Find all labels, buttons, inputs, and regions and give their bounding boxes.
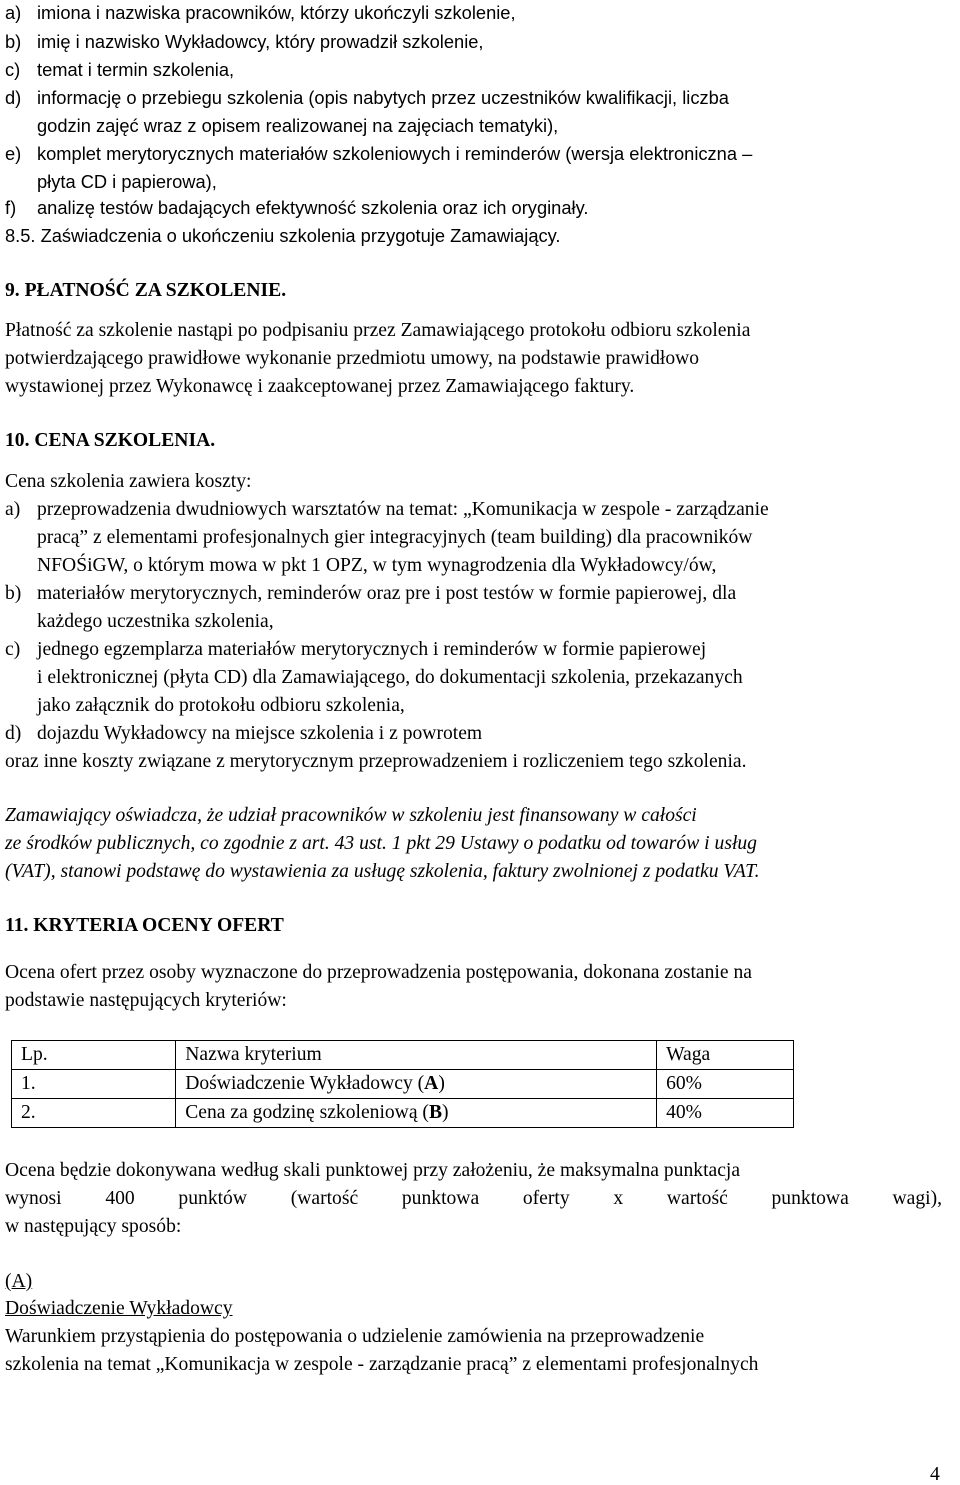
list-label: d) — [5, 87, 22, 108]
word: wartość — [666, 1188, 728, 1209]
paragraph-line: Cena szkolenia zawiera koszty: — [5, 471, 252, 492]
list-item: dojazdu Wykładowcy na miejsce szkolenia i z powrotem — [37, 723, 483, 744]
section-heading: 9. PŁATNOŚĆ ZA SZKOLENIE. — [5, 280, 287, 301]
list-label: e) — [5, 143, 22, 164]
list-item: imiona i nazwiska pracowników, którzy ukończyli szkolenie, — [37, 2, 516, 23]
page-number: 4 — [930, 1464, 940, 1485]
criterion-code: B — [428, 1102, 443, 1124]
paragraph-line: Ocena ofert przez osoby wyznaczone do przeprowadzenia postępowania, dokonana zostanie na — [5, 962, 752, 983]
paragraph-line: w następujący sposób: — [5, 1216, 182, 1237]
list-label: a) — [5, 2, 22, 23]
table-header-row — [12, 1041, 794, 1070]
list-item: temat i termin szkolenia, — [37, 59, 235, 80]
list-item-continuation: NFOŚiGW, o którym mowa w pkt 1 OPZ, w tym wynagrodzenia dla Wykładowcy/ów, — [37, 555, 717, 576]
table-header-cell: Waga — [657, 1041, 794, 1070]
word: (wartość — [290, 1188, 359, 1209]
list-label: b) — [5, 31, 22, 52]
list-item-continuation: pracą” z elementami profesjonalnych gier integracyjnych (team building) dla pracowników — [37, 527, 753, 548]
list-label: c) — [5, 639, 21, 660]
list-item: informację o przebiegu szkolenia (opis nabytych przez uczestników kwalifikacji, liczba — [37, 87, 729, 108]
list-item: przeprowadzenia dwudniowych warsztatów na temat: „Komunikacja w zespole - zarządzanie — [37, 499, 769, 520]
word: punktowa — [771, 1188, 849, 1209]
word: wynosi — [5, 1188, 62, 1209]
list-label: f) — [5, 197, 17, 218]
paragraph-line: Płatność za szkolenie nastąpi po podpisaniu przez Zamawiającego protokołu odbioru szkolenia — [5, 320, 751, 341]
list-item: materiałów merytorycznych, reminderów oraz pre i post testów w formie papierowej, dla — [37, 583, 737, 604]
paragraph-line: podstawie następujących kryteriów: — [5, 990, 287, 1011]
list-item: imię i nazwisko Wykładowcy, który prowadził szkolenie, — [37, 31, 484, 52]
list-item: analizę testów badających efektywność szkolenia oraz ich oryginały. — [37, 197, 589, 218]
table-cell-name — [176, 1070, 657, 1099]
table-header-cell: Nazwa kryterium — [176, 1041, 657, 1070]
word: wagi), — [892, 1188, 942, 1209]
paragraph-line-justified — [5, 1189, 942, 1209]
list-item: komplet merytorycznych materiałów szkoleniowych i reminderów (wersja elektroniczna – — [37, 143, 753, 164]
table-cell-weight: 40% — [657, 1099, 794, 1128]
section-heading: 11. KRYTERIA OCENY OFERT — [5, 915, 284, 936]
list-item: jednego egzemplarza materiałów merytorycznych i reminderów w formie papierowej — [37, 639, 707, 660]
criterion-paren: ) — [442, 1102, 449, 1124]
table-header-cell: Lp. — [12, 1041, 176, 1070]
table-cell-name — [176, 1099, 657, 1128]
subsection-title: Doświadczenie Wykładowcy — [5, 1298, 233, 1319]
paragraph-8-5: 8.5. Zaświadczenia o ukończeniu szkolenia przygotuje Zamawiający. — [5, 225, 561, 246]
table-row — [12, 1070, 794, 1099]
vat-statement-line: (VAT), stanowi podstawę do wystawienia za usługę szkolenia, faktury zwolnionej z podatku VAT. — [5, 861, 760, 882]
criterion-code: A — [424, 1073, 439, 1095]
paragraph-line: wystawionej przez Wykonawcę i zaakceptowanej przez Zamawiającego faktury. — [5, 376, 635, 397]
list-item-continuation: godzin zajęć wraz z opisem realizowanej na zajęciach tematyki), — [37, 115, 559, 136]
subsection-label: (A) — [5, 1271, 33, 1292]
word: 400 — [105, 1188, 135, 1209]
word: punktów — [178, 1188, 247, 1209]
list-label: c) — [5, 59, 21, 80]
list-label: a) — [5, 499, 21, 520]
paragraph-line: Warunkiem przystąpienia do postępowania o udzielenie zamówienia na przeprowadzenie — [5, 1326, 705, 1347]
word: x — [613, 1188, 624, 1209]
criterion-paren: ) — [438, 1073, 445, 1095]
criteria-table — [11, 1040, 794, 1128]
table-cell-weight: 60% — [657, 1070, 794, 1099]
criterion-name: Cena za godzinę szkoleniową ( — [185, 1102, 429, 1124]
criterion-name: Doświadczenie Wykładowcy ( — [185, 1073, 425, 1095]
table-row — [12, 1099, 794, 1128]
list-label: d) — [5, 723, 22, 744]
word: oferty — [522, 1188, 570, 1209]
table-cell-lp: 1. — [12, 1070, 176, 1099]
list-label: b) — [5, 583, 22, 604]
paragraph-line: Ocena będzie dokonywana według skali punktowej przy założeniu, że maksymalna punktacja — [5, 1160, 741, 1181]
list-item-continuation: każdego uczestnika szkolenia, — [37, 611, 274, 632]
list-item-continuation: jako załącznik do protokołu odbioru szkolenia, — [37, 695, 405, 716]
vat-statement-line: Zamawiający oświadcza, że udział pracowników w szkoleniu jest finansowany w całości — [5, 805, 697, 826]
list-item-continuation: i elektronicznej (płyta CD) dla Zamawiającego, do dokumentacji szkolenia, przekazanych — [37, 667, 743, 688]
paragraph-line: potwierdzającego prawidłowe wykonanie przedmiotu umowy, na podstawie prawidłowo — [5, 348, 700, 369]
section-heading: 10. CENA SZKOLENIA. — [5, 430, 216, 451]
table-cell-lp: 2. — [12, 1099, 176, 1128]
list-item-continuation: płyta CD i papierowa), — [37, 171, 217, 192]
vat-statement-line: ze środków publicznych, co zgodnie z art. 43 ust. 1 pkt 29 Ustawy o podatku od towarów i usług — [5, 833, 757, 854]
paragraph-line: oraz inne koszty związane z merytorycznym przeprowadzeniem i rozliczeniem tego szkolenia. — [5, 751, 747, 772]
word: punktowa — [401, 1188, 480, 1209]
paragraph-line: szkolenia na temat „Komunikacja w zespole - zarządzanie pracą” z elementami profesjonalnych — [5, 1354, 759, 1375]
